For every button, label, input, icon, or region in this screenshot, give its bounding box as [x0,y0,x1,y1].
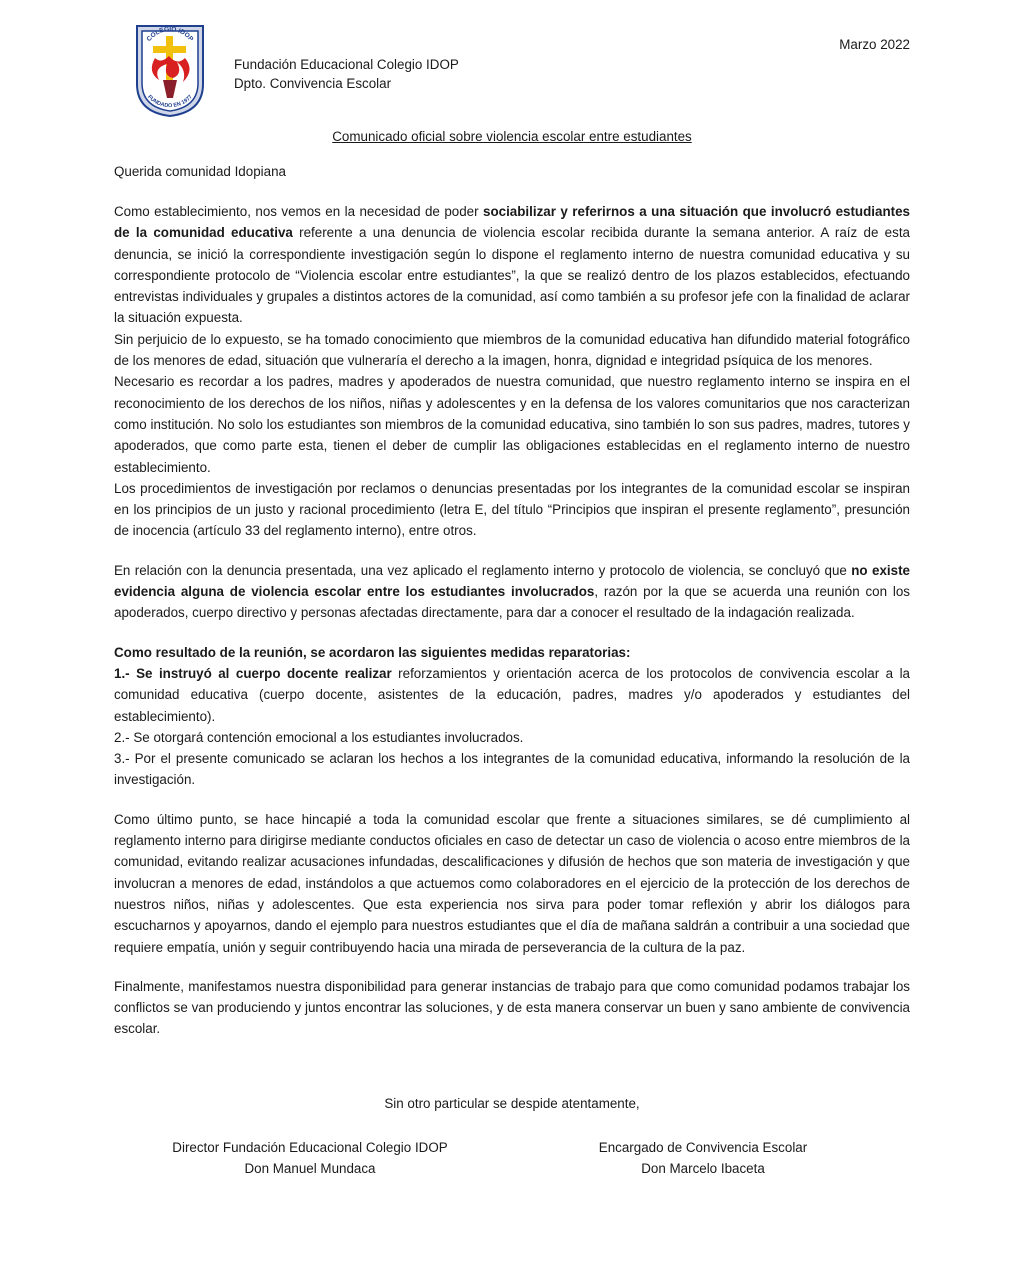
paragraph-7: Finalmente, manifestamos nuestra disponibilidad para generar instancias de trabajo para que como comunidad podamos trabajar los conflictos se van produciendo y juntos encontrar las soluciones, y de esta manera conservar un buen y sano ambiente de convivencia escolar. [114,978,910,1037]
p5-text-a: En relación con la denuncia presentada, una vez aplicado el reglamento interno y protocolo de violencia, se concluyó que [114,562,852,578]
signature-convivencia [560,1137,846,1179]
measures-heading [114,642,910,663]
measure-3: 3.- Por el presente comunicado se aclaran los hechos a los integrantes de la comunidad educativa, informando la resolución de la investigación. [114,751,910,788]
colegio-idop-logo [133,22,207,118]
measure-1-bold: 1.- Se instruyó al cuerpo docente realizar [114,665,392,681]
p5-text-c: , razón por la que se acuerda una reunión con los apoderados, cuerpo directivo y personas afectadas directamente, para dar a conocer el resultado de la indagación realizada. [114,584,910,621]
signature-role: Director Fundación Educacional Colegio IDOP [172,1140,448,1155]
paragraph-4: Los procedimientos de investigación por reclamos o denuncias presentadas por los integrantes de la comunidad escolar se inspiran en los principios de un justo y racional procedimiento (letra E, del título “Principios que inspiran el presente reglamento”, presunción de inocencia (artículo 33 del reglamento interno), entre otros. [114,480,910,539]
document-title: Comunicado oficial sobre violencia escolar entre estudiantes [332,129,692,144]
measure-2: 2.- Se otorgará contención emocional a los estudiantes involucrados. [114,729,524,745]
measure-1 [114,663,910,727]
p1-bold: sociabilizar y referirnos a una situación que involucró estudiantes de la comunidad educativa [114,204,910,241]
paragraph-2: Sin perjuicio de lo expuesto, se ha tomado conocimiento que miembros de la comunidad educativa han difundido material fotográfico de los menores de edad, situación que vulneraría el derecho a la imagen, honra, dignidad e integridad psíquica de los menores. [114,331,910,369]
org-name: Fundación Educacional Colegio IDOP [234,57,459,72]
paragraph-1 [114,201,910,329]
p1-text-c: referente a una denuncia de violencia escolar recibida durante la semana anterior. A raíz de esta denuncia, se inició la correspondiente investigación según lo dispone el reglamento interno de nuestra comunidad educativa y su correspondiente protocolo de “Violencia escolar entre estudiantes”, la que se realizó dentro de los plazos establecidos, efectuando entrevistas individuales y grupales a distintos actores de la comunidad, así como también a su profesor jefe con la finalidad de aclarar la situación expuesta. [114,225,910,326]
paragraph-5 [114,560,910,624]
signature-role: Encargado de Convivencia Escolar [598,1140,808,1155]
logo-top-text: COLEGIO IDOP [145,25,195,43]
p5-bold: no existe evidencia alguna de violencia escolar entre los estudiantes involucrados [114,562,910,600]
paragraph-3: Necesario es recordar a los padres, madres y apoderados de nuestra comunidad, que nuestro reglamento interno se inspira en el reconocimiento de los derechos de los niños, niñas y adolescentes y en la defensa de los valores comunitarios que nos caracterizan como institución. No solo los estudiantes son miembros de la comunidad educativa, sino también lo son sus padres, madres, tutores y apoderados, que como parte esta, tienen el deber de cumplir las obligaciones establecidas en el reglamento interno de nuestro establecimiento. [114,374,910,475]
org-department: Dpto. Convivencia Escolar [234,76,392,91]
signature-director [150,1137,470,1179]
greeting: Querida comunidad Idopiana [114,164,286,179]
document-date: Marzo 2022 [839,37,910,52]
closing-line: Sin otro particular se despide atentamente, [384,1096,640,1111]
organization-header [234,55,459,93]
logo-bottom-text: FUNDADO EN 1977 [146,94,194,110]
letter-body [114,164,910,1040]
signature-name: Don Marcelo Ibaceta [641,1161,765,1176]
measures-heading-text: Como resultado de la reunión, se acordaron las siguientes medidas reparatorias: [114,644,631,660]
paragraph-6: Como último punto, se hace hincapié a toda la comunidad escolar que frente a situaciones similares, se dé cumplimiento al reglamento interno para dirigirse mediante conductos oficiales en caso de detectar un caso de violencia o acoso entre miembros de la comunidad, evitando realizar acusaciones infundadas, descalificaciones y difusión de hechos que son materia de investigación y que involucran a menores de edad, instándolos a que actuemos como colaboradores en el ejercicio de la protección de los derechos de nuestros niños, niñas y adolescentes. Que esta experiencia nos sirva para poder tomar reflexión y abrir los diálogos para escucharnos y apoyarnos, dando el ejemplo para nuestros estudiantes que el día de mañana saldrán a contribuir a una sociedad que requiere empatía, unión y seguir contribuyendo hacia una mirada de perseverancia de la cultura de la paz. [114,811,910,955]
signature-name: Don Manuel Mundaca [244,1161,376,1176]
measure-1-text: reforzamientos y orientación acerca de los protocolos de convivencia escolar a la comunidad educativa (cuerpo docente, asistentes de la educación, padres, madres y/o apoderados y estudiantes del establecimiento). [114,665,910,724]
p1-text-a: Como establecimiento, nos vemos en la necesidad de poder [114,204,484,219]
